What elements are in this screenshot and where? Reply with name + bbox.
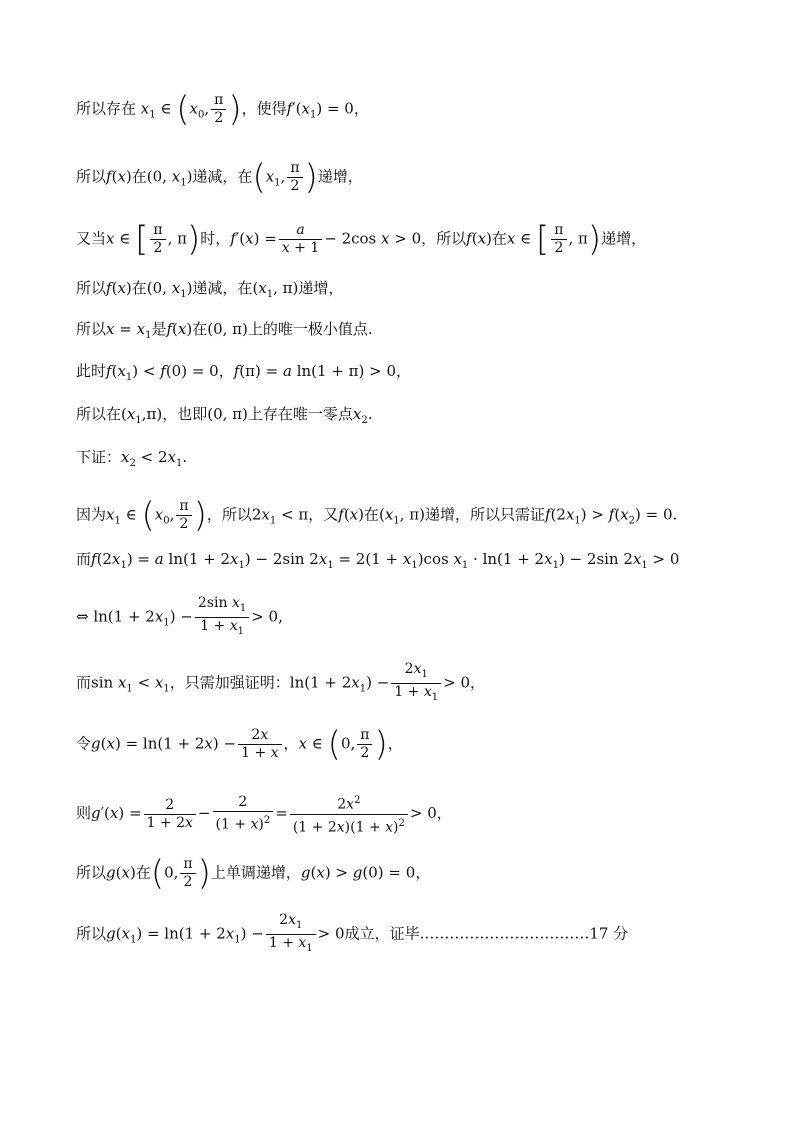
text: ，使得 <box>241 99 287 118</box>
text: . <box>182 448 188 466</box>
text: ，也即 <box>162 405 208 423</box>
line-11: ⇔ $\ln(1 + 2x_1)$ − $\frac{2\sin x_1}{1 + x_1}$ > 0, <box>76 595 283 637</box>
line-9: 因为$x_1$ ∈ ($x_0$, $\frac{\pi}{2}$ )，所以$2x_1 < \pi$，又f(x)在($x_1$, π)递增，所以只需证$f(2x_1) > f(x_2) = 0$. <box>76 495 678 536</box>
text: 在 <box>131 279 147 297</box>
text: 因为 <box>76 505 107 524</box>
text: 上单调递增， <box>210 863 301 882</box>
line-15: 所以g(x)在(0, $\frac{\pi}{2}$ )上单调递增，g(x) > g(0) = 0， <box>76 853 431 894</box>
text: 所以 <box>76 167 107 186</box>
text: 下证： <box>76 448 122 466</box>
text: ，所以 <box>206 505 252 524</box>
text: ， <box>353 99 369 118</box>
line-10: 而$f(2x_1) = a$ $\ln(1 + 2x_1) - 2\sin$ $2x_1 = 2(1 + x_1)\cos$ $x_1 \cdot \ln(1 + 2x_1) - 2\sin$ $2x_1 > 0$ <box>76 550 680 571</box>
text: 此时 <box>76 362 107 380</box>
text: . <box>672 505 678 524</box>
line-1: 所以存在 $x_1$ ∈ ($x_0$, $\frac{\pi}{2}$ )，使得$f'(x_1) = 0$， <box>76 89 369 130</box>
text: 所以存在 <box>76 99 137 118</box>
text: 则 <box>76 804 92 823</box>
text: ，又 <box>308 505 339 524</box>
text: 所以 <box>76 863 107 882</box>
text: 在 <box>364 505 380 524</box>
line-6: 此时$f(x_1) < f(0) = 0$，f(π) = a ln(1 + π) > 0， <box>76 362 412 383</box>
line-3: 又当x ∈ [ $\frac{\pi}{2}$ , π)时，f′(x) = $\frac{a}{x + 1}$ − 2cos x > 0，所以f(x)在x ∈ [ $\frac{\pi}{2}$ , π)递增， <box>76 219 647 260</box>
text: ， <box>283 734 299 753</box>
text: 在 <box>192 320 208 338</box>
text: 递增， <box>601 229 647 248</box>
text: ， <box>470 673 486 692</box>
text: ， <box>436 804 452 823</box>
text: 所以 <box>76 320 107 338</box>
text: 递减，在 <box>192 167 253 186</box>
text: ， <box>396 362 412 380</box>
text: 在 <box>131 167 147 186</box>
line-7: 所以在$(x_1,\pi)$，也即(0, π)上存在唯一零点$x_2$. <box>76 405 373 426</box>
text: 递增， <box>317 167 363 186</box>
line-12: 而$\sin x_1 < x_1$，只需加强证明：$\ln(1 + 2x_1)$ − $\frac{2x_1}{1 + x_1}$ > 0， <box>76 661 486 703</box>
line-8: 下证：$x_2 < 2x_1$. <box>76 448 188 469</box>
text: 而 <box>76 673 92 692</box>
text: ，所以 <box>421 229 467 248</box>
line-13: 令g(x) = ln(1 + 2x) − $\frac{2x}{1 + x}$ ，x ∈ (0, $\frac{\pi}{2}$ )， <box>76 724 403 765</box>
line-14: 则g′(x) = $\frac{2}{1 + 2x}$ − $\frac{2}{(1 + x)^2}$ = $\frac{2x^2}{(1 + 2x)(1 + x)^2}$ > 0， <box>76 792 452 836</box>
text: 在 <box>491 229 507 248</box>
line-2: 所以f(x)在(0, $x_1$)递减，在($x_1$, $\frac{\pi}{2}$ )递增， <box>76 157 363 198</box>
score-label: 17 分 <box>589 924 629 943</box>
line-16: 所以$g(x_1) = \ln(1 + 2x_1)$ − $\frac{2x_1}{1 + x_1}$ > 0成立，证毕.……………………………17 分 <box>76 912 629 954</box>
text: ， <box>387 734 403 753</box>
line-4: 所以f(x)在(0, $x_1$)递减，在($x_1$, π)递增， <box>76 279 344 300</box>
text: 所以在 <box>76 405 122 423</box>
text: ， <box>415 863 431 882</box>
text: 令 <box>76 734 92 753</box>
leader-dots: …………………………… <box>424 924 590 943</box>
text: 是 <box>151 320 167 338</box>
text: 在 <box>135 863 151 882</box>
text: 所以 <box>76 279 107 297</box>
text: . <box>367 405 373 423</box>
text: 递增，所以只需证 <box>424 505 545 524</box>
text: 上的唯一极小值点. <box>247 320 373 338</box>
text: 时， <box>200 229 231 248</box>
text: 所以 <box>76 924 107 943</box>
text: ， <box>218 362 234 380</box>
text: 成立，证毕. <box>344 924 425 943</box>
line-5: 所以$x = x_1$是f(x)在(0, π)上的唯一极小值点. <box>76 320 373 341</box>
text: 上存在唯一零点 <box>247 405 353 423</box>
text: 递减，在 <box>192 279 253 297</box>
text: ，只需加强证明： <box>169 673 290 692</box>
text: 递增， <box>298 279 344 297</box>
text: 而 <box>76 550 92 568</box>
text: 又当 <box>76 229 107 248</box>
text: , <box>278 607 283 626</box>
